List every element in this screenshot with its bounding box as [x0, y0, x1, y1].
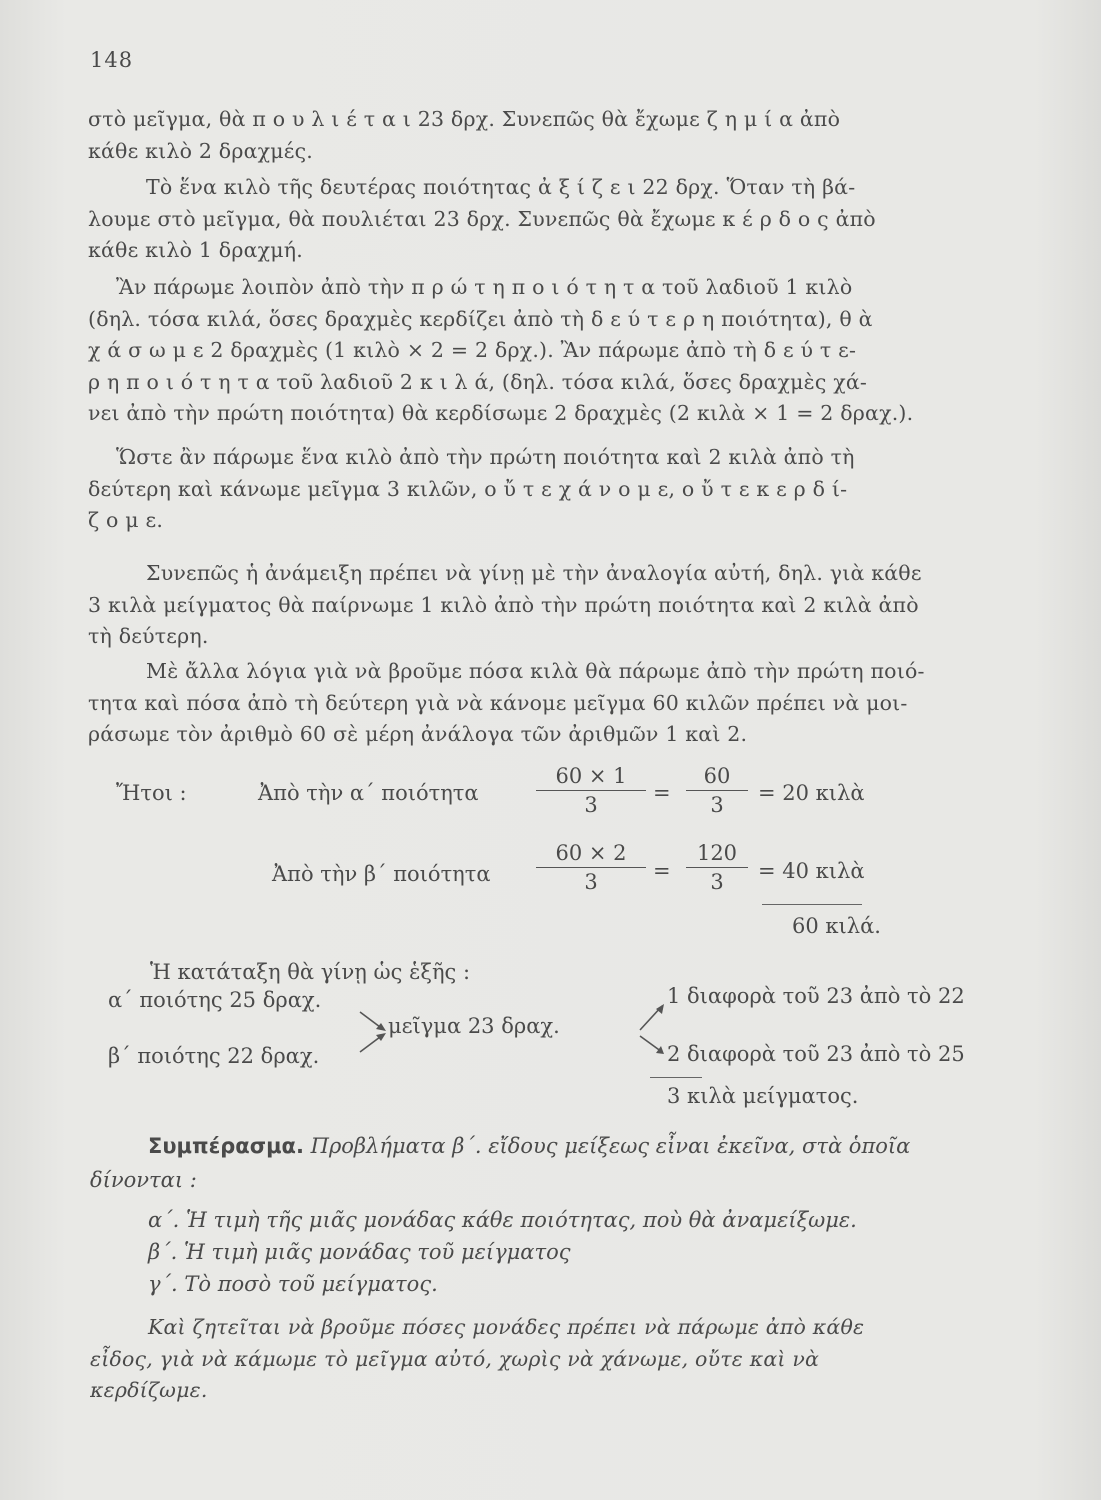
conclusion-intro: Προβλήματα β´. εἴδους μείξεως εἶναι ἐκεῖνα, στὰ ὁποῖα — [303, 1134, 911, 1158]
conclusion-item-a: α´. Ἡ τιμὴ τῆς μιᾶς μονάδας κάθε ποιότητας, ποὺ θὰ ἀναμείξωμε. — [148, 1208, 857, 1232]
text-line: (δηλ. τόσα κιλά, ὅσες δραχμὲς κερδίζει ἀπὸ τὴ δ ε ύ τ ε ρ η ποιότητα), θ ὰ — [88, 306, 873, 331]
text-line: 3 κιλὰ μείγματος θὰ παίρνωμε 1 κιλὸ ἀπὸ τὴν πρώτη ποιότητα καὶ 2 κιλὰ ἀπὸ — [88, 592, 919, 617]
text-line: Μὲ ἄλλα λόγια γιὰ νὰ βροῦμε πόσα κιλὰ θὰ πάρωμε ἀπὸ τὴν πρώτη ποιό- — [146, 659, 925, 683]
calc-row2-label: Ἀπὸ τὴν β´ ποιότητα — [272, 862, 491, 886]
quality-a: α´ ποιότης 25 δραχ. — [108, 988, 322, 1012]
text-line: Συνεπῶς ἡ ἀνάμειξη πρέπει νὰ γίνῃ μὲ τὴν ἀναλογία αὐτή, δηλ. γιὰ κάθε — [146, 561, 922, 585]
conclusion-item-c: γ´. Τὸ ποσὸ τοῦ μείγματος. — [148, 1272, 438, 1296]
denominator: 3 — [584, 870, 598, 894]
numerator: 60 — [703, 764, 731, 788]
text-line: Ὥστε ἂν πάρωμε ἕνα κιλὸ ἀπὸ τὴν πρώτη ποιότητα καὶ 2 κιλὰ ἀπὸ τὴ — [116, 445, 855, 469]
denominator: 3 — [584, 793, 598, 817]
arrowhead — [656, 1004, 664, 1014]
text-line: Ἂν πάρωμε λοιπὸν ἀπὸ τὴν π ρ ώ τ η π ο ι ό τ η τ α τοῦ λαδιοῦ 1 κιλὸ — [116, 275, 853, 299]
text-line: ρ η π ο ι ό τ η τ α τοῦ λαδιοῦ 2 κ ι λ ά, (δηλ. τόσα κιλά, ὅσες δραχμὲς χά- — [88, 369, 868, 394]
text-line: ζ ο μ ε. — [88, 508, 164, 532]
conclusion-line-2: δίνονται : — [90, 1168, 197, 1192]
text-line: τητα καὶ πόσα ἀπὸ τὴ δεύτερη γιὰ νὰ κάνομε μεῖγμα 60 κιλῶν πρέπει νὰ μοι- — [88, 690, 908, 715]
text-line: στὸ μεῖγμα, θὰ π ο υ λ ι έ τ α ι 23 δρχ. Συνεπῶς θὰ ἔχωμε ζ η μ ί α ἀπὸ — [88, 107, 841, 131]
difference-2: 2 διαφορὰ τοῦ 23 ἀπὸ τὸ 25 — [667, 1042, 965, 1066]
calc-row2-result: = 40 κιλὰ — [758, 859, 865, 883]
quality-b: β´ ποιότης 22 δραχ. — [108, 1044, 320, 1068]
calc-row1-result: = 20 κιλὰ — [758, 781, 865, 805]
text-line: κάθε κιλὸ 1 δραχμή. — [88, 238, 303, 262]
text-line: λουμε στὸ μεῖγμα, θὰ πουλιέται 23 δρχ. Συνεπῶς θὰ ἔχωμε κ έ ρ δ ο ς ἀπὸ — [88, 206, 876, 231]
text-line: νει ἀπὸ τὴν πρώτη ποιότητα) θὰ κερδίσωμε 2 δραχμὲς (2 κιλὰ × 1 = 2 δραχ.). — [88, 401, 914, 425]
calc-total: 60 κιλά. — [792, 914, 881, 938]
numerator: 60 × 2 — [555, 841, 627, 865]
conclusion-heading: Συμπέρασμα. — [148, 1134, 304, 1158]
mixture-price: μεῖγμα 23 δραχ. — [388, 1014, 560, 1038]
denominator: 3 — [710, 793, 724, 817]
text-line: δεύτερη καὶ κάνωμε μεῖγμα 3 κιλῶν, ο ὔ τ ε χ ά ν ο μ ε, ο ὔ τ ε κ ε ρ δ ί- — [88, 476, 848, 501]
text-line: χ ά σ ω μ ε 2 δραχμὲς (1 κιλὸ × 2 = 2 δρχ.). Ἂν πάρωμε ἀπὸ τὴ δ ε ύ τ ε- — [88, 338, 857, 362]
equals-sign: = — [653, 859, 671, 883]
conclusion-final — [90, 1312, 1060, 1407]
difference-1: 1 διαφορὰ τοῦ 23 ἀπὸ τὸ 22 — [667, 984, 965, 1008]
numerator: 60 × 1 — [555, 764, 627, 788]
text-line: Καὶ ζητεῖται νὰ βροῦμε πόσες μονάδες πρέπει νὰ πάρωμε ἀπὸ κάθε — [148, 1315, 865, 1339]
arrowhead — [656, 1046, 664, 1054]
text-line: ράσωμε τὸν ἀριθμὸ 60 σὲ μέρη ἀνάλογα τῶν ἀριθμῶν 1 καὶ 2. — [88, 722, 748, 746]
text-line: Τὸ ἕνα κιλὸ τῆς δευτέρας ποιότητας ἀ ξ ί ζ ε ι 22 δρχ. Ὅταν τὴ βά- — [146, 175, 856, 199]
equals-sign: = — [653, 781, 671, 805]
text-line: κάθε κιλὸ 2 δραχμές. — [88, 138, 313, 163]
arrangement-sum: 3 κιλὰ μείγματος. — [667, 1084, 859, 1108]
page-number: 148 — [90, 48, 134, 72]
conclusion-line-1 — [148, 1134, 910, 1158]
denominator: 3 — [710, 870, 724, 894]
calc-row1-label: Ἀπὸ τὴν α´ ποιότητα — [258, 781, 479, 805]
itoi-label: Ἤτοι : — [116, 781, 187, 805]
text-line: εἶδος, γιὰ νὰ κάμωμε τὸ μεῖγμα αὐτό, χωρὶς νὰ χάνωμε, οὔτε καὶ νὰ — [90, 1346, 820, 1371]
text-line: κερδίζωμε. — [90, 1378, 208, 1402]
text-line: τὴ δεύτερη. — [88, 624, 209, 648]
numerator: 120 — [696, 841, 738, 865]
arrangement-title: Ἡ κατάταξη θὰ γίνῃ ὡς ἑξῆς : — [150, 960, 471, 984]
conclusion-item-b: β´. Ἡ τιμὴ μιᾶς μονάδας τοῦ μείγματος — [148, 1240, 571, 1264]
